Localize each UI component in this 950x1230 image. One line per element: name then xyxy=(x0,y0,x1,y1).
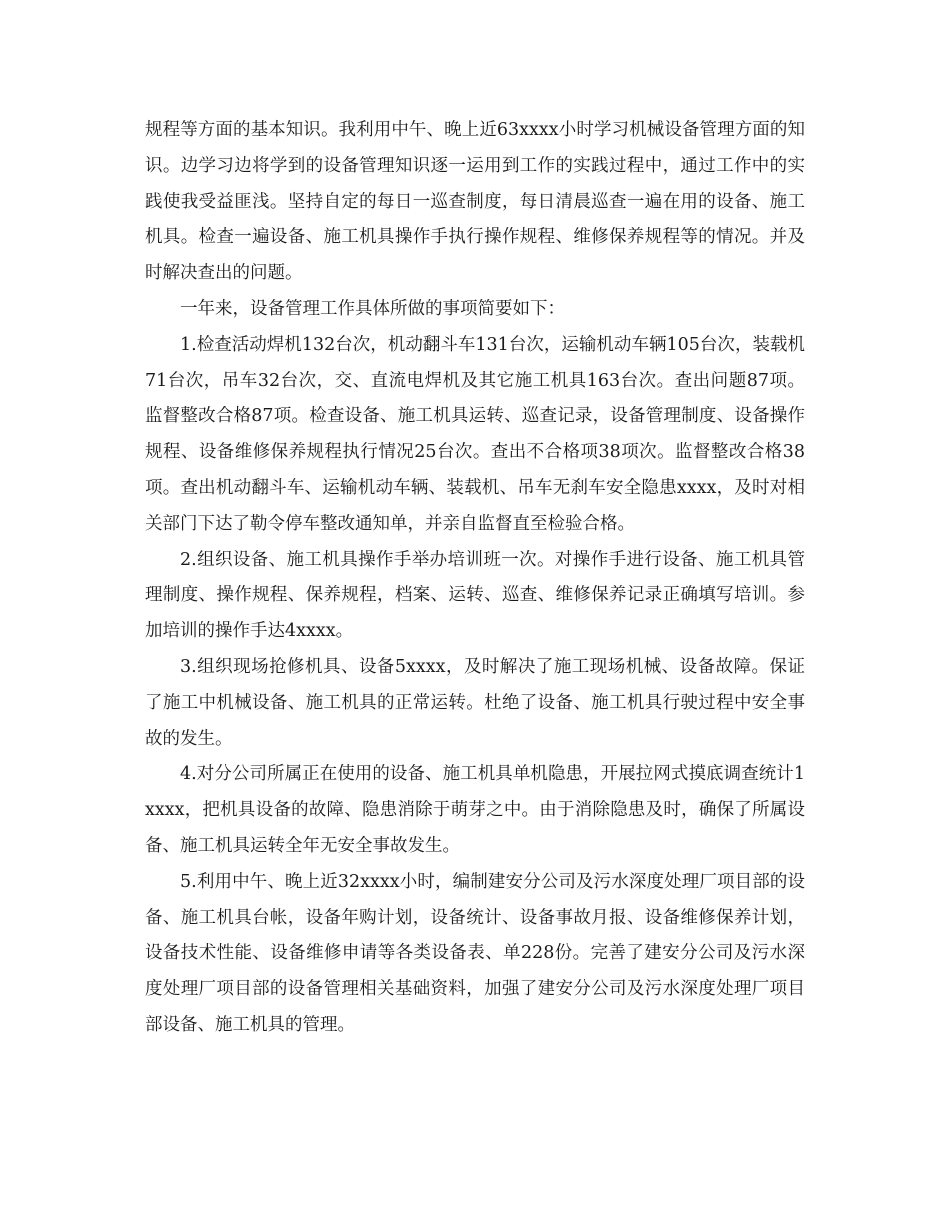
document-body xyxy=(145,113,805,1044)
paragraph-item-3: 3.组织现场抢修机具、设备5xxxx，及时解决了施工现场机械、设备故障。保证了施工中机械设备、施工机具的正常运转。杜绝了设备、施工机具行驶过程中安全事故的发生。 xyxy=(145,656,805,749)
paragraph-item-1: 1.检查活动焊机132台次，机动翻斗车131台次，运输机动车辆105台次，装载机71台次，吊车32台次，交、直流电焊机及其它施工机具163台次。查出问题87项。监督整改合格87项。检查设备、施工机具运转、巡查记录，设备管理制度、设备操作规程、设备维修保养规程执行情况25台次。查出不合格项38项次。监督整改合格38项。查出机动翻斗车、运输机动车辆、装载机、吊车无刹车安全隐患xxxx，及时对相关部门下达了勒令停车整改通知单，并亲自监督直至检验合格。 xyxy=(145,334,805,534)
paragraph-item-5: 5.利用中午、晚上近32xxxx小时，编制建安分公司及污水深度处理厂项目部的设备、施工机具台帐，设备年购计划，设备统计、设备事故月报、设备维修保养计划，设备技术性能、设备维修申请等各类设备表、单228份。完善了建安分公司及污水深度处理厂项目部的设备管理相关基础资料，加强了建安分公司及污水深度处理厂项目部设备、施工机具的管理。 xyxy=(145,871,805,1035)
paragraph-item-4: 4.对分公司所属正在使用的设备、施工机具单机隐患，开展拉网式摸底调查统计1xxxx，把机具设备的故障、隐患消除于萌芽之中。由于消除隐患及时，确保了所属设备、施工机具运转全年无安全事故发生。 xyxy=(145,764,805,856)
paragraph-summary-intro: 一年来，设备管理工作具体所做的事项简要如下： xyxy=(180,298,565,319)
paragraph-continuation: 规程等方面的基本知识。我利用中午、晚上近63xxxx小时学习机械设备管理方面的知识。边学习边将学到的设备管理知识逐一运用到工作的实践过程中，通过工作中的实践使我受益匪浅。坚持自定的每日一巡查制度，每日清晨巡查一遍在用的设备、施工机具。检查一遍设备、施工机具操作手执行操作规程、维修保养规程等的情况。并及时解决查出的问题。 xyxy=(145,120,805,284)
paragraph-item-2: 2.组织设备、施工机具操作手举办培训班一次。对操作手进行设备、施工机具管理制度、操作规程、保养规程，档案、运转、巡查、维修保养记录正确填写培训。参加培训的操作手达4xxxx。 xyxy=(145,549,805,642)
